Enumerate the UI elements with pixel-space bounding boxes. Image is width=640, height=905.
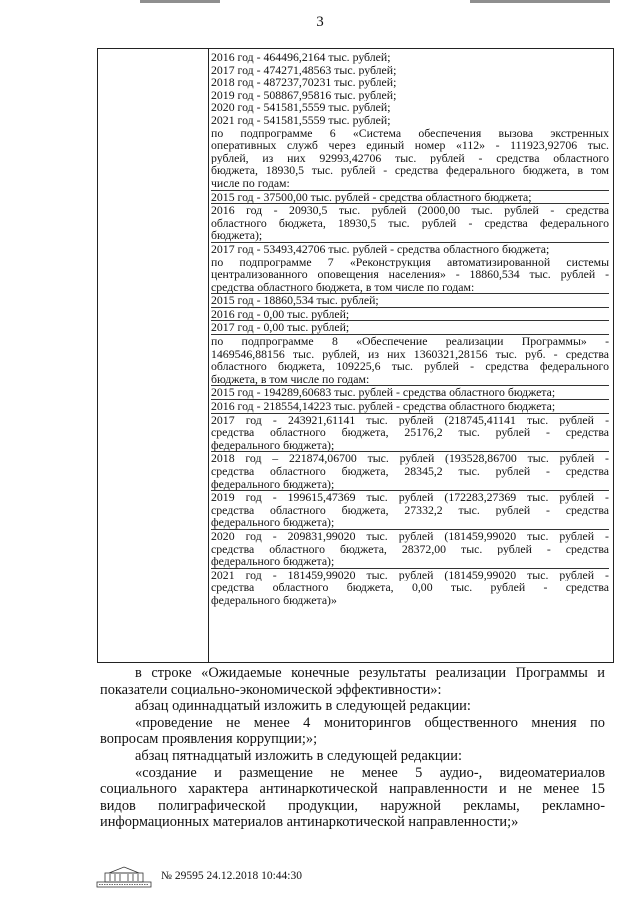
table-text-line: 1469546,88156 тыс. рублей, из них 1360321,28156 тыс. руб. - средства xyxy=(211,347,609,361)
table-text-line: 2016 год - 20930,5 тыс. рублей (2000,00 тыс. рублей - средства xyxy=(211,203,609,217)
table-text-line: средства областного бюджета, 25176,2 тыс. рублей - средства xyxy=(211,426,609,439)
table-text-line: числе по годам: xyxy=(211,176,290,190)
paragraph-line: «создание и размещение не менее 5 аудио-, видеоматериалов xyxy=(135,764,605,781)
table-text-line: средства областного бюджета, 27332,2 тыс. рублей - средства xyxy=(211,503,609,517)
column-divider xyxy=(208,49,209,662)
paragraph-line: «проведение не менее 4 мониторингов общественного мнения по xyxy=(135,714,605,731)
paragraph-line: в строке «Ожидаемые конечные результаты реализации Программы и xyxy=(135,665,605,681)
table-text-line: оперативных служб через единый номер «112» - 111923,92706 тыс. xyxy=(211,139,609,152)
table-text-line: 2017 год - 0,00 тыс. рублей; xyxy=(211,320,609,334)
table-text-line: 2016 год - 218554,14223 тыс. рублей - средства областного бюджета; xyxy=(211,399,609,413)
page-number: 3 xyxy=(316,14,324,30)
table-text-line: 2016 год - 464496,2164 тыс. рублей; xyxy=(211,51,391,64)
table-text-line: 2020 год - 209831,99020 тыс. рублей (181459,99020 тыс. рублей - xyxy=(211,528,609,543)
table-right-cell xyxy=(211,51,609,607)
table-text-line: 2018 год - 487237,70231 тыс. рублей; xyxy=(211,76,397,89)
paragraph-line: показатели социально-экономической эффективности»: xyxy=(100,681,442,698)
table-text-line: 2021 год - 181459,99020 тыс. рублей (181459,99020 тыс. рублей - xyxy=(211,567,609,582)
table-text-line: по подпрограмме 6 «Система обеспечения вызова экстренных xyxy=(211,126,609,140)
paragraph-line: информационных материалов антинаркотической направленности;» xyxy=(100,814,519,831)
table-text-line: средства областного бюджета, 28345,2 тыс. рублей - средства xyxy=(211,465,609,478)
table-text-line: средства областного бюджета, 0,00 тыс. рублей - средства xyxy=(211,581,609,594)
scan-artifact xyxy=(140,0,220,3)
table-text-line: 2015 год - 37500,00 тыс. рублей - средства областного бюджета; xyxy=(211,190,609,204)
table-text-line: федерального бюджета); xyxy=(211,516,335,529)
table-text-line: рублей, из них 92993,42706 тыс. рублей - средства областного xyxy=(211,151,609,165)
table-text-line: средства областного бюджета, в том числе по годам: xyxy=(211,280,475,294)
table-text-line: по подпрограмме 7 «Реконструкция автоматизированной системы xyxy=(211,255,609,269)
paragraph-line: вопросам проявления коррупции;»; xyxy=(100,731,318,748)
table-text-line: 2017 год - 243921,61141 тыс. рублей (218745,41141 тыс. рублей - xyxy=(211,412,609,427)
table-text-line: федерального бюджета); xyxy=(211,438,335,452)
table-text-line: федерального бюджета); xyxy=(211,555,335,568)
paragraph-line: абзац пятнадцатый изложить в следующей редакции: xyxy=(135,747,462,764)
table-text-line: 2015 год - 18860,534 тыс. рублей; xyxy=(211,293,609,307)
table-text-line: 2019 год - 508867,95816 тыс. рублей; xyxy=(211,88,397,102)
paragraph-line: социального характера антинаркотической направленности и не менее 15 xyxy=(100,781,605,798)
table-text-line: 2017 год - 53493,42706 тыс. рублей - средства областного бюджета; xyxy=(211,242,609,256)
body-paragraphs xyxy=(100,665,605,831)
table-text-line: областного бюджета, 18930,5 тыс. рублей - средства федерального xyxy=(211,216,609,230)
table-text-line: федерального бюджета)» xyxy=(211,593,337,607)
table-text-line: бюджета, в том числе по годам: xyxy=(211,372,370,386)
table-text-line: 2019 год - 199615,47369 тыс. рублей (172283,27369 тыс. рублей - xyxy=(211,490,609,504)
table-text-line: 2015 год - 194289,60683 тыс. рублей - средства областного бюджета; xyxy=(211,385,609,399)
table-text-line: по подпрограмме 8 «Обеспечение реализации Программы» - xyxy=(211,334,609,348)
document-table xyxy=(97,48,614,663)
table-text-line: бюджета, 18930,5 тыс. рублей - средства федерального бюджета, в том xyxy=(211,164,609,177)
table-text-line: 2017 год - 474271,48563 тыс. рублей; xyxy=(211,63,397,77)
table-text-line: 2018 год – 221874,06700 тыс. рублей (193528,86700 тыс. рублей - xyxy=(211,451,609,465)
table-text-line: средства областного бюджета, 28372,00 тыс. рублей - средства xyxy=(211,542,609,556)
table-text-line: централизованного оповещения населения» - 18860,534 тыс. рублей - xyxy=(211,268,609,281)
table-text-line: 2021 год - 541581,5559 тыс. рублей; xyxy=(211,113,391,127)
table-text-line: областного бюджета, 109225,6 тыс. рублей - средства федерального xyxy=(211,360,609,373)
building-stamp-icon xyxy=(95,866,153,888)
paragraph-line: видов полиграфической продукции, наружной рекламы, рекламно- xyxy=(100,797,605,814)
table-text-line: 2016 год - 0,00 тыс. рублей; xyxy=(211,307,609,321)
table-text-line: 2020 год - 541581,5559 тыс. рублей; xyxy=(211,101,391,114)
document-registration-id: № 29595 24.12.2018 10:44:30 xyxy=(161,870,302,882)
table-text-line: федерального бюджета); xyxy=(211,477,335,491)
table-text-line: бюджета); xyxy=(211,229,263,242)
scan-artifact xyxy=(470,0,610,3)
paragraph-line: абзац одиннадцатый изложить в следующей редакции: xyxy=(135,698,471,715)
